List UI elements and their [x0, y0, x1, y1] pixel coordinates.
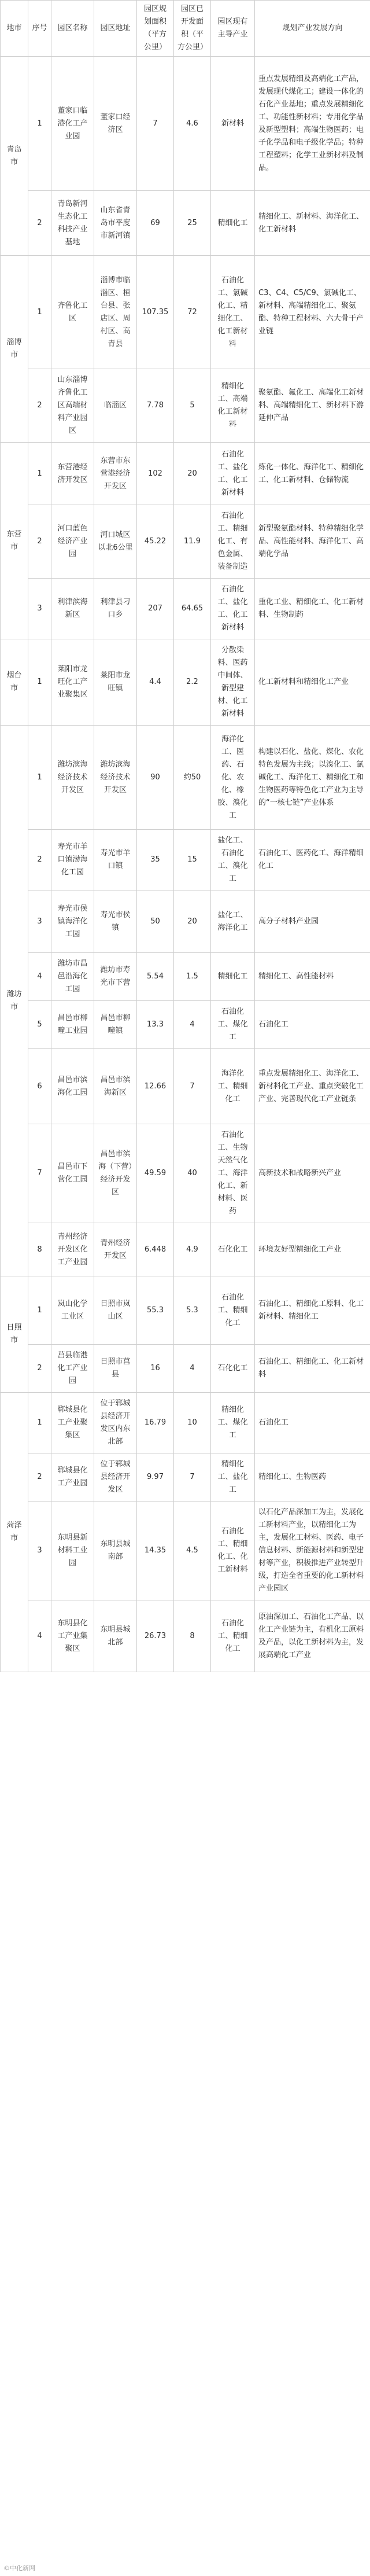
city-cell: 青岛市 [1, 57, 28, 256]
number-cell: 2 [28, 830, 51, 890]
header-park-address: 园区地址 [94, 1, 137, 57]
park-address-cell: 位于郓城县经济开发区 [94, 1453, 137, 1502]
number-cell: 1 [28, 256, 51, 369]
developed-area-cell: 2.2 [174, 639, 211, 726]
planned-area-cell: 45.22 [137, 505, 174, 579]
number-cell: 3 [28, 1502, 51, 1600]
park-name-cell: 莱阳市龙旺化工产业聚集区 [51, 639, 94, 726]
development-direction-cell: 聚氨酯、氟化工、高端化工新材料、高端精细化工、新材料下游延伸产品 [255, 369, 370, 443]
developed-area-cell: 7 [174, 1453, 211, 1502]
planned-area-cell: 49.59 [137, 1124, 174, 1223]
header-development-direction: 规划产业发展方向 [255, 1, 370, 57]
leading-industry-cell: 石化化工 [211, 1223, 255, 1276]
park-name-cell: 河口蓝色经济产业园 [51, 505, 94, 579]
leading-industry-cell: 石油化工、精细化工 [211, 1276, 255, 1345]
development-direction-cell: 环境友好型精细化工产业 [255, 1223, 370, 1276]
table-row [1, 443, 370, 505]
park-address-cell: 青州经济开发区 [94, 1223, 137, 1276]
number-cell: 2 [28, 1453, 51, 1502]
watermark: ©中化新网 [3, 2564, 35, 2572]
header-planned-area: 园区规划面积（平方公里） [137, 1, 174, 57]
table-row [1, 1345, 370, 1393]
leading-industry-cell: 精细化工、煤化工 [211, 1393, 255, 1453]
development-direction-cell: 重化工业、精细化工、化工新材料、生物制药 [255, 579, 370, 639]
leading-industry-cell: 精细化工、盐化工 [211, 1453, 255, 1502]
number-cell: 7 [28, 1124, 51, 1223]
table-row [1, 1600, 370, 1672]
development-direction-cell: 重点发展精细及高端化工产品，发展现代煤化工；建设一体化的石化产业基地；重点发展精细化工、功能性新材料；专用化学品及新型塑料；高端生物医药；电子化学品和电子级化学品；特种工程塑料；化学工业新材料及制品。 [255, 57, 370, 191]
table-row [1, 191, 370, 256]
city-cell: 菏泽市 [1, 1393, 28, 1672]
development-direction-cell: 化工新材料和精细化工产业 [255, 639, 370, 726]
developed-area-cell: 5 [174, 369, 211, 443]
table-row [1, 1393, 370, 1453]
table-row [1, 579, 370, 639]
planned-area-cell: 207 [137, 579, 174, 639]
planned-area-cell: 16 [137, 1345, 174, 1393]
developed-area-cell: 15 [174, 830, 211, 890]
park-name-cell: 寿光市侯镇海洋化工园 [51, 890, 94, 953]
park-name-cell: 莒县临港化工产业园 [51, 1345, 94, 1393]
number-cell: 3 [28, 890, 51, 953]
planned-area-cell: 90 [137, 726, 174, 830]
park-name-cell: 昌邑市柳疃工业园 [51, 1001, 94, 1049]
development-direction-cell: 高新技术和战略新兴产业 [255, 1124, 370, 1223]
park-address-cell: 寿光市羊口镇 [94, 830, 137, 890]
park-address-cell: 位于郓城县经济开发区内东北部 [94, 1393, 137, 1453]
table-body [1, 57, 370, 1672]
park-address-cell: 日照市莒县 [94, 1345, 137, 1393]
number-cell: 1 [28, 57, 51, 191]
planned-area-cell: 9.97 [137, 1453, 174, 1502]
park-address-cell: 潍坊市寿光市下营 [94, 953, 137, 1001]
leading-industry-cell: 石油化工、盐化工、化工新材料 [211, 443, 255, 505]
developed-area-cell: 72 [174, 256, 211, 369]
park-name-cell: 郓城县化工产业聚集区 [51, 1393, 94, 1453]
table-row [1, 1049, 370, 1124]
table-row [1, 256, 370, 369]
number-cell: 4 [28, 953, 51, 1001]
development-direction-cell: 精细化工、生物医药 [255, 1453, 370, 1502]
leading-industry-cell: 精细化工 [211, 953, 255, 1001]
developed-area-cell: 4 [174, 1345, 211, 1393]
number-cell: 1 [28, 1276, 51, 1345]
header-row [1, 1, 370, 57]
park-address-cell: 利津县刁口乡 [94, 579, 137, 639]
planned-area-cell: 13.3 [137, 1001, 174, 1049]
park-address-cell: 淄博市临淄区、桓台县、张店区、周村区、高青县 [94, 256, 137, 369]
park-address-cell: 昌邑市柳疃镇 [94, 1001, 137, 1049]
development-direction-cell: 炼化一体化、海洋化工、精细化工、化工新材料、仓储物流 [255, 443, 370, 505]
city-cell: 烟台市 [1, 639, 28, 726]
park-address-cell: 东明县城北部 [94, 1600, 137, 1672]
park-address-cell: 寿光市侯镇 [94, 890, 137, 953]
number-cell: 1 [28, 726, 51, 830]
developed-area-cell: 7 [174, 1049, 211, 1124]
leading-industry-cell: 石油化工、生物天然气化工、海洋化工、新材料、医药 [211, 1124, 255, 1223]
table-row [1, 1001, 370, 1049]
planned-area-cell: 107.35 [137, 256, 174, 369]
developed-area-cell: 64.65 [174, 579, 211, 639]
developed-area-cell: 20 [174, 890, 211, 953]
development-direction-cell: 石油化工 [255, 1001, 370, 1049]
park-address-cell: 莱阳市龙旺镇 [94, 639, 137, 726]
park-address-cell: 东营市东营港经济开发区 [94, 443, 137, 505]
park-address-cell: 山东省青岛市平度市新河镇 [94, 191, 137, 256]
table-row [1, 1223, 370, 1276]
planned-area-cell: 26.73 [137, 1600, 174, 1672]
developed-area-cell: 20 [174, 443, 211, 505]
developed-area-cell: 5.3 [174, 1276, 211, 1345]
leading-industry-cell: 石油化工、精细化工、有色金属、装备制造 [211, 505, 255, 579]
number-cell: 6 [28, 1049, 51, 1124]
developed-area-cell: 1.5 [174, 953, 211, 1001]
park-address-cell: 昌邑市滨海新区 [94, 1049, 137, 1124]
park-address-cell: 日照市岚山区 [94, 1276, 137, 1345]
development-direction-cell: 高分子材料产业园 [255, 890, 370, 953]
developed-area-cell: 40 [174, 1124, 211, 1223]
planned-area-cell: 35 [137, 830, 174, 890]
number-cell: 2 [28, 505, 51, 579]
planned-area-cell: 5.54 [137, 953, 174, 1001]
header-city: 地市 [1, 1, 28, 57]
table-row [1, 1453, 370, 1502]
city-cell: 潍坊市 [1, 726, 28, 1276]
leading-industry-cell: 海洋化工、医药、石化、农化、橡胶、溴化工 [211, 726, 255, 830]
developed-area-cell: 8 [174, 1600, 211, 1672]
leading-industry-cell: 石油化工、精细化工 [211, 1600, 255, 1672]
park-address-cell: 临淄区 [94, 369, 137, 443]
park-name-cell: 青州经济开发区化工产业园 [51, 1223, 94, 1276]
number-cell: 3 [28, 579, 51, 639]
developed-area-cell: 约50 [174, 726, 211, 830]
park-address-cell: 董家口经济区 [94, 57, 137, 191]
park-name-cell: 东明县化工产业集聚区 [51, 1600, 94, 1672]
development-direction-cell: 构建以石化、盐化、煤化、农化特色发展为主线；以溴化工、氯碱化工、海洋化工、精细化工和生物医药等特色化工产业为主导的“一核七链”产业体系 [255, 726, 370, 830]
leading-industry-cell: 石油化工、氯碱化工、精细化工、化工新材料 [211, 256, 255, 369]
development-direction-cell: 新型聚氨酯材料、特种精细化学品、高性能材料、海洋化工、高端化学品 [255, 505, 370, 579]
development-direction-cell: 精细化工、高性能材料 [255, 953, 370, 1001]
planned-area-cell: 50 [137, 890, 174, 953]
header-number: 序号 [28, 1, 51, 57]
table-row [1, 1502, 370, 1600]
park-name-cell: 东营港经济开发区 [51, 443, 94, 505]
park-name-cell: 岚山化学工业区 [51, 1276, 94, 1345]
park-name-cell: 郓城县化工产业园 [51, 1453, 94, 1502]
developed-area-cell: 4.5 [174, 1502, 211, 1600]
header-park-name: 园区名称 [51, 1, 94, 57]
table-row [1, 830, 370, 890]
developed-area-cell: 4.6 [174, 57, 211, 191]
development-direction-cell: 以石化产品深加工为主，发展化工新材料产业，以精细化工为主，发展化工材料、医药、电子信息材料、新能源材料和新型建材等产业，积极推进产业转型升级，打造全省重要的化工新材料产业园区 [255, 1502, 370, 1600]
city-cell: 东营市 [1, 443, 28, 639]
development-direction-cell: 石油化工、精细化工原料、化工新材料、精细化工 [255, 1276, 370, 1345]
leading-industry-cell: 石油化工、精细化工、化工新材料 [211, 1502, 255, 1600]
planned-area-cell: 6.448 [137, 1223, 174, 1276]
planned-area-cell: 102 [137, 443, 174, 505]
planned-area-cell: 55.3 [137, 1276, 174, 1345]
number-cell: 2 [28, 1345, 51, 1393]
development-direction-cell: 重点发展精细化工、海洋化工、新材料化工产业、重点突破化工产业、完善现代化工产业链条 [255, 1049, 370, 1124]
park-address-cell: 昌邑市滨海（下营）经济开发区 [94, 1124, 137, 1223]
development-direction-cell: 石油化工、医药化工、海洋精细化工 [255, 830, 370, 890]
leading-industry-cell: 分散染料、医药中间体、新型建材、化工新材料 [211, 639, 255, 726]
planned-area-cell: 7.78 [137, 369, 174, 443]
leading-industry-cell: 石油化工、煤化工 [211, 1001, 255, 1049]
park-name-cell: 山东淄博齐鲁化工区高端材料产业园区 [51, 369, 94, 443]
development-direction-cell: 石油化工 [255, 1393, 370, 1453]
leading-industry-cell: 新材料 [211, 57, 255, 191]
developed-area-cell: 10 [174, 1393, 211, 1453]
table-row [1, 726, 370, 830]
table-row [1, 639, 370, 726]
planned-area-cell: 7 [137, 57, 174, 191]
table-row [1, 505, 370, 579]
park-name-cell: 董家口临港化工产业园 [51, 57, 94, 191]
planned-area-cell: 12.66 [137, 1049, 174, 1124]
park-name-cell: 利津滨海新区 [51, 579, 94, 639]
number-cell: 8 [28, 1223, 51, 1276]
planned-area-cell: 69 [137, 191, 174, 256]
park-name-cell: 潍坊市昌邑沿海化工园 [51, 953, 94, 1001]
table-row [1, 890, 370, 953]
table-row [1, 953, 370, 1001]
development-direction-cell: 精细化工、新材料、海洋化工、化工新材料 [255, 191, 370, 256]
park-address-cell: 河口城区以北6公里 [94, 505, 137, 579]
park-name-cell: 东明县新材料工业园 [51, 1502, 94, 1600]
leading-industry-cell: 海洋化工、精细化工 [211, 1049, 255, 1124]
table-row [1, 1124, 370, 1223]
developed-area-cell: 4.9 [174, 1223, 211, 1276]
park-name-cell: 昌邑市滨海化工园 [51, 1049, 94, 1124]
number-cell: 2 [28, 191, 51, 256]
leading-industry-cell: 盐化工、石油化工、溴化工 [211, 830, 255, 890]
park-address-cell: 东明县城南部 [94, 1502, 137, 1600]
park-name-cell: 齐鲁化工区 [51, 256, 94, 369]
development-direction-cell: 石油化工、精细化工、化工新材料 [255, 1345, 370, 1393]
park-name-cell: 寿光市羊口镇渤海化工园 [51, 830, 94, 890]
table-row [1, 369, 370, 443]
city-cell: 日照市 [1, 1276, 28, 1393]
developed-area-cell: 4 [174, 1001, 211, 1049]
planned-area-cell: 4.4 [137, 639, 174, 726]
number-cell: 2 [28, 369, 51, 443]
header-leading-industry: 园区现有主导产业 [211, 1, 255, 57]
park-name-cell: 昌邑市下营化工园 [51, 1124, 94, 1223]
table-row [1, 1276, 370, 1345]
development-direction-cell: C3、C4、C5/C9、氯碱化工、新材料、高端精细化工、聚氨酯、特种工程材料、六大骨干产业链 [255, 256, 370, 369]
number-cell: 1 [28, 1393, 51, 1453]
planned-area-cell: 14.35 [137, 1502, 174, 1600]
leading-industry-cell: 精细化工、高端化工新材料 [211, 369, 255, 443]
leading-industry-cell: 盐化工、海洋化工 [211, 890, 255, 953]
development-direction-cell: 原油深加工、石油化工产品、以化工产业链为主，有机化工原料及产品，以化工新材料为主，发展高端化工产业 [255, 1600, 370, 1672]
number-cell: 5 [28, 1001, 51, 1049]
developed-area-cell: 25 [174, 191, 211, 256]
developed-area-cell: 11.9 [174, 505, 211, 579]
city-cell: 淄博市 [1, 256, 28, 443]
leading-industry-cell: 精细化工 [211, 191, 255, 256]
leading-industry-cell: 石化化工 [211, 1345, 255, 1393]
park-name-cell: 青岛新河生态化工科技产业基地 [51, 191, 94, 256]
planned-area-cell: 16.79 [137, 1393, 174, 1453]
number-cell: 1 [28, 639, 51, 726]
table-row [1, 57, 370, 191]
number-cell: 1 [28, 443, 51, 505]
leading-industry-cell: 石油化工、盐化工、化工新材料 [211, 579, 255, 639]
park-address-cell: 潍坊滨海经济技术开发区 [94, 726, 137, 830]
header-developed-area: 园区已开发面积（平方公里） [174, 1, 211, 57]
park-name-cell: 潍坊滨海经济技术开发区 [51, 726, 94, 830]
number-cell: 4 [28, 1600, 51, 1672]
